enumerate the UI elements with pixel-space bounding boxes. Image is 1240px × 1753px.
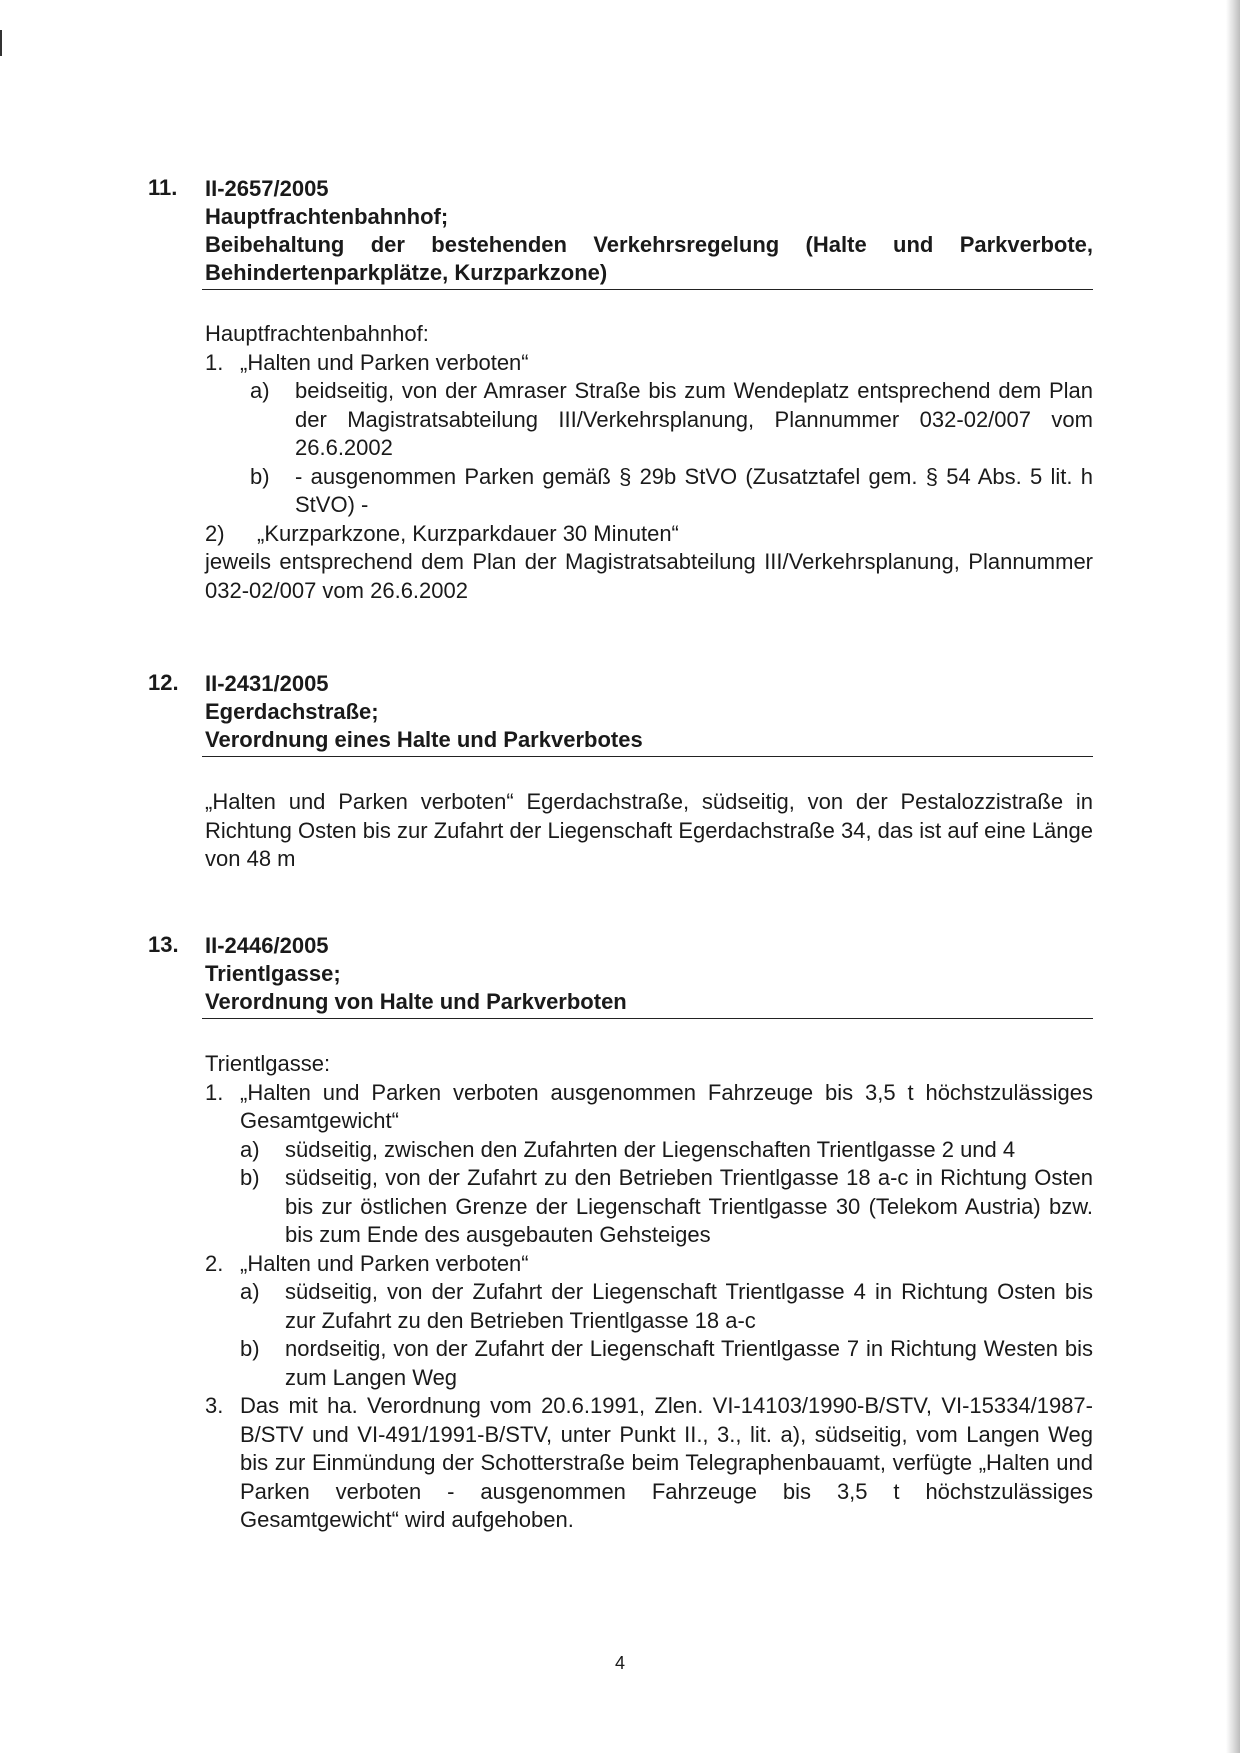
list-label: 2) <box>205 520 225 546</box>
list-label: 1. <box>205 349 224 375</box>
sub-list-label: b) <box>240 1165 260 1190</box>
list-text: „Halten und Parken verboten ausgenommen Fahrzeuge bis 3,5 t höchstzulässiges Gesamtgewicht“ <box>240 1079 1093 1133</box>
list-text: „Halten und Parken verboten“ <box>240 1250 529 1276</box>
case-number: II-2657/2005 <box>205 176 329 201</box>
sub-list-label: a) <box>240 1136 260 1162</box>
sub-list-text: beidseitig, von der Amraser Straße bis zum Wendeplatz entsprechend dem Plan der Magistratsabteilung III/Verkehrsplanung, Plannummer 032-02/007 vom 26.6.2002 <box>295 378 1093 460</box>
heading-rule <box>202 289 1093 290</box>
sub-list-text: südseitig, von der Zufahrt der Liegenschaft Trientlgasse 4 in Richtung Osten bis zur Zufahrt zu den Betrieben Trientlgasse 18 a-c <box>285 1279 1093 1333</box>
item-heading <box>205 670 1093 757</box>
sub-list-item <box>205 1136 1093 1165</box>
location-title: Egerdachstraße; <box>205 699 379 724</box>
list-item <box>205 349 1093 378</box>
closing-text: jeweils entsprechend dem Plan der Magistratsabteilung III/Verkehrsplanung, Plannummer 032-02/007 vom 26.6.2002 <box>205 549 1093 603</box>
sub-list-label: b) <box>240 1336 260 1361</box>
item-number: 12. <box>148 670 179 695</box>
sub-list-item <box>205 463 1093 520</box>
item-body <box>205 320 1093 605</box>
sub-list-text: südseitig, von der Zufahrt zu den Betrieben Trientlgasse 18 a-c in Richtung Osten bis zur östlichen Grenze der Liegenschaft Trientlgasse 30 (Telekom Austria) bzw. bis zum Ende des ausgebauten Gehsteiges <box>285 1165 1093 1247</box>
sub-list-text: südseitig, zwischen den Zufahrten der Liegenschaften Trientlgasse 2 und 4 <box>285 1136 1016 1162</box>
location-title: Trientlgasse; <box>205 961 341 986</box>
regulation-text: „Halten und Parken verboten“ Egerdachstraße, südseitig, von der Pestalozzistraße in Richtung Osten bis zur Zufahrt der Liegenschaft Egerdachstraße 34, das ist auf eine Länge von 48 m <box>205 789 1093 871</box>
subject-line: Verordnung eines Halte und Parkverbotes <box>205 727 643 752</box>
list-text: Das mit ha. Verordnung vom 20.6.1991, Zlen. VI-14103/1990-B/STV, VI-15334/1987-B/STV und VI-491/1991-B/STV, unter Punkt II., 3., lit. a), südseitig, vom Langen Weg bis zur Einmündung der Schotterstraße beim Telegraphenbauamt, verfügte „Halten und Parken verboten - ausgenommen Fahrzeuge bis 3,5 t höchstzulässiges Gesamtgewicht“ wird aufgehoben. <box>240 1393 1093 1532</box>
sub-list-label: a) <box>240 1279 260 1304</box>
list-label: 2. <box>205 1250 224 1276</box>
item-body <box>205 788 1093 874</box>
heading-rule <box>202 1018 1093 1019</box>
intro-text: Hauptfrachtenbahnhof: <box>205 321 429 346</box>
location-title: Hauptfrachtenbahnhof; <box>205 204 449 229</box>
scan-shadow-edge <box>1226 0 1240 1753</box>
heading-rule <box>202 756 1093 757</box>
scan-mark <box>0 30 2 56</box>
sub-list-label: b) <box>250 463 270 489</box>
sub-list-item <box>205 1164 1093 1250</box>
list-label: 3. <box>205 1393 224 1418</box>
sub-list-item <box>205 1278 1093 1335</box>
list-text: „Halten und Parken verboten“ <box>240 349 529 375</box>
item-body <box>205 1050 1093 1535</box>
sub-list-text: nordseitig, von der Zufahrt der Liegenschaft Trientlgasse 7 in Richtung Westen bis zum Langen Weg <box>285 1336 1093 1390</box>
list-text: „Kurzparkzone, Kurzparkdauer 30 Minuten“ <box>257 520 679 546</box>
list-label: 1. <box>205 1079 224 1105</box>
subject-line: Verordnung von Halte und Parkverboten <box>205 989 627 1014</box>
intro-text: Trientlgasse: <box>205 1051 331 1076</box>
subject-line-2: Behindertenparkplätze, Kurzparkzone) <box>205 260 608 285</box>
list-item <box>205 1079 1093 1136</box>
item-number: 13. <box>148 932 179 957</box>
page-number: 4 <box>614 1653 625 1673</box>
case-number: II-2446/2005 <box>205 933 329 958</box>
item-number: 11. <box>148 175 178 200</box>
list-item <box>205 1250 1093 1279</box>
item-heading <box>205 175 1093 290</box>
sub-list-text: - ausgenommen Parken gemäß § 29b StVO (Zusatztafel gem. § 54 Abs. 5 lit. h StVO) - <box>295 463 1093 517</box>
sub-list-item <box>205 1335 1093 1392</box>
list-item <box>205 1392 1093 1535</box>
list-item <box>205 520 1093 549</box>
subject-line-1: Beibehaltung der bestehenden Verkehrsregelung (Halte und Parkverbote, <box>205 232 1093 257</box>
item-heading <box>205 932 1093 1019</box>
case-number: II-2431/2005 <box>205 671 329 696</box>
sub-list-label: a) <box>250 378 270 403</box>
sub-list-item <box>205 377 1093 463</box>
